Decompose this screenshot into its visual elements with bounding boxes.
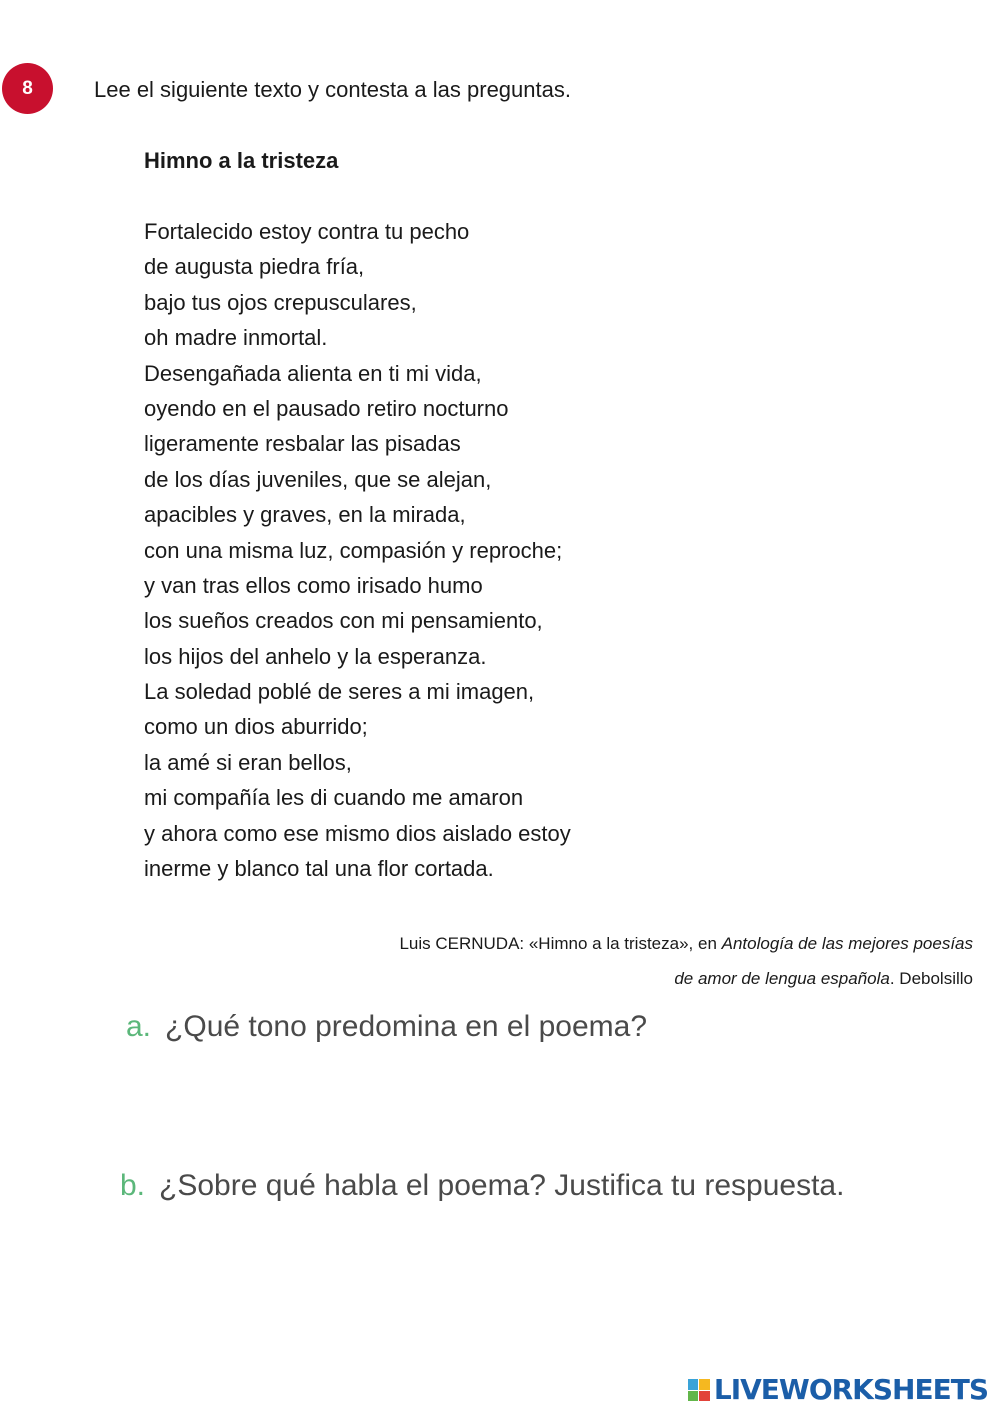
- poem-line: y ahora como ese mismo dios aislado estoy: [144, 820, 571, 846]
- exercise-number: 8: [22, 77, 33, 99]
- question-text: ¿Qué tono predomina en el poema?: [165, 1010, 648, 1043]
- poem-line: apacibles y graves, en la mirada,: [144, 502, 466, 528]
- citation-suffix: . Debolsillo: [889, 969, 973, 988]
- poem-citation: [399, 926, 973, 996]
- question-letter: a.: [126, 1010, 152, 1043]
- question-letter: b.: [120, 1169, 146, 1202]
- citation-book-title-part2: de amor de lengua española: [674, 969, 890, 988]
- citation-book-title-part1: Antología de las mejores poesías: [721, 934, 973, 953]
- question-b: [120, 1166, 844, 1206]
- citation-line-1: [399, 926, 973, 961]
- citation-prefix: Luis CERNUDA: «Himno a la tristeza», en: [399, 934, 722, 953]
- poem-line: la amé si eran bellos,: [144, 749, 352, 775]
- poem-line: inerme y blanco tal una flor cortada.: [144, 856, 494, 882]
- liveworksheets-logo: [688, 1373, 988, 1407]
- poem-line: con una misma luz, compasión y reproche;: [144, 537, 563, 563]
- liveworksheets-logo-icon: [688, 1379, 710, 1401]
- poem-line: Desengañada alienta en ti mi vida,: [144, 360, 482, 386]
- poem-title: Himno a la tristeza: [144, 148, 339, 173]
- logo-text: LIVEWORKSHEETS: [713, 1373, 988, 1406]
- poem-line: los hijos del anhelo y la esperanza.: [144, 643, 487, 669]
- exercise-number-badge: [2, 63, 53, 114]
- poem-line: bajo tus ojos crepusculares,: [144, 289, 417, 315]
- poem-line: oh madre inmortal.: [144, 325, 328, 351]
- poem-line: Fortalecido estoy contra tu pecho: [144, 219, 470, 244]
- poem-line: y van tras ellos como irisado humo: [144, 572, 483, 598]
- question-a: [126, 1007, 647, 1047]
- poem-line: oyendo en el pausado retiro nocturno: [144, 395, 509, 421]
- poem-line: de los días juveniles, que se alejan,: [144, 466, 492, 492]
- poem-line: La soledad poblé de seres a mi imagen,: [144, 679, 535, 705]
- poem-line: ligeramente resbalar las pisadas: [144, 431, 461, 457]
- poem-line: los sueños creados con mi pensamiento,: [144, 608, 543, 634]
- poem-line: mi compañía les di cuando me amaron: [144, 785, 524, 811]
- citation-line-2: [399, 961, 973, 996]
- poem-body: [144, 216, 571, 888]
- question-text: ¿Sobre qué habla el poema? Justifica tu respuesta.: [159, 1169, 845, 1202]
- poem-line: como un dios aburrido;: [144, 714, 368, 740]
- poem-line: de augusta piedra fría,: [144, 254, 365, 280]
- exercise-instruction: Lee el siguiente texto y contesta a las preguntas.: [94, 77, 571, 102]
